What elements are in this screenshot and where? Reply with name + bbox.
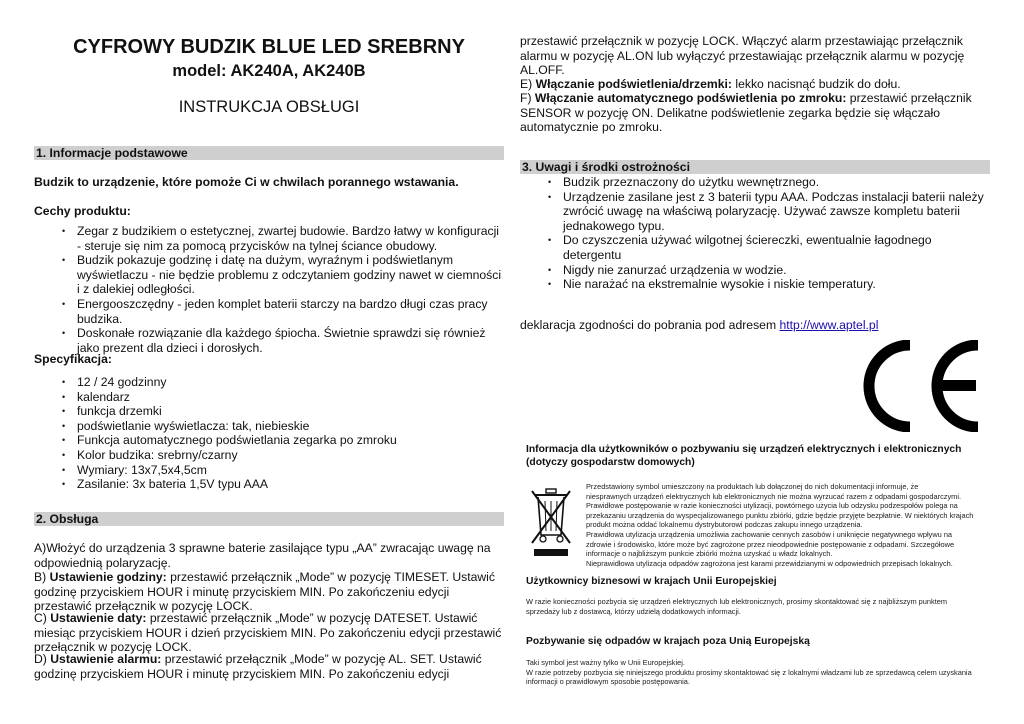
business-users-text bbox=[526, 597, 992, 616]
section3-heading: 3. Uwagi i środki ostrożności bbox=[520, 160, 990, 174]
weee-line: W razie konieczności pozbycia się urządzeń elektrycznych lub elektronicznych, prosimy skontaktować się z najbliższym punktem bbox=[526, 597, 948, 606]
step-d-continued: przestawić przełącznik w pozycję LOCK. Włączyć alarm przestawiając przełącznik alarmu w pozycję AL.ON lub wyłączyć przestawiając przełącznik alarmu w pozycję AL.OFF. bbox=[520, 34, 965, 78]
crossed-bin-icon bbox=[530, 487, 572, 559]
weee-line: zdrowie i środowisko, które może być zagrożone przez nieodpowiednie postępowanie z odpadami. Szczegółowe bbox=[586, 539, 955, 549]
step-f-label: Włączanie automatycznego podświetlenia po zmroku: bbox=[534, 91, 847, 105]
business-users-title: Użytkownicy biznesowi w krajach Unii Europejskiej bbox=[526, 576, 777, 587]
weee-line: W razie potrzeby pozbycia się niniejszego produktu prosimy skontaktować się z lokalnymi władzami lub ze sprzedawcą celem uzyskania bbox=[526, 667, 972, 677]
ce-mark-icon bbox=[852, 340, 984, 432]
list-item: • funkcja drzemki bbox=[34, 404, 502, 419]
weee-title: Informacja dla użytkowników o pozbywaniu się urządzeń elektrycznych i elektronicznych (dotyczy gospodarstw domowych) bbox=[526, 444, 962, 468]
list-item: • Budzik przeznaczony do użytku wewnętrznego. bbox=[520, 175, 988, 190]
weee-line: Prawidłowa utylizacja urządzenia umożliwia zachowanie cennych zasobów i uniknięcie negatywnego wpływu na bbox=[586, 529, 953, 539]
outside-eu-text bbox=[526, 658, 992, 687]
features-list bbox=[34, 224, 502, 355]
list-item: • Energooszczędny - jeden komplet baterii starczy na bardzo długi czas pracy budzika. bbox=[34, 297, 502, 326]
list-item: • podświetlanie wyświetlacza: tak, niebieskie bbox=[34, 419, 502, 434]
weee-line: sprzedaży lub z dostawcą, którzy udzielą dodatkowych informacji. bbox=[526, 606, 741, 616]
step-d-label: Ustawienie alarmu: bbox=[50, 652, 162, 666]
list-item: • Do czyszczenia używać wilgotnej ściereczki, ewentualnie łagodnego detergentu bbox=[520, 233, 988, 262]
list-item: • Nigdy nie zanurzać urządzenia w wodzie. bbox=[520, 263, 988, 278]
step-a: A)Włożyć do urządzenia 3 sprawne baterie zasilające typu „AA” zwracając uwagę na odpowiednią polaryzację. bbox=[34, 541, 491, 570]
step-c-label: Ustawienie daty: bbox=[50, 611, 147, 625]
step-c-text: przestawić przełącznik „Mode” w pozycję DATESET. Ustawić miesiąc przyciskiem HOUR i dzień przyciskiem MIN. Po zakończeniu edycji przestawić przełącznik w pozycję LOCK. bbox=[34, 611, 502, 655]
list-item: • Funkcja automatycznego podświetlania zegarka po zmroku bbox=[34, 433, 502, 448]
step-f bbox=[520, 91, 990, 135]
model-line: model: AK240A, AK240B bbox=[172, 62, 366, 80]
declaration-link[interactable]: http://www.aptel.pl bbox=[779, 318, 879, 332]
list-item: • kalendarz bbox=[34, 390, 502, 405]
step-prefix: B) bbox=[34, 570, 50, 584]
weee-line: Przedstawiony symbol umieszczony na produktach lub dołączonej do nich dokumentacji informuje, że bbox=[586, 482, 919, 491]
section1-intro: Budzik to urządzenie, które pomoże Ci w chwilach porannego wstawania. bbox=[34, 175, 459, 189]
weee-line: przekazaniu urządzenia do wyspecjalizowanego punktu zbiórki, gdzie będzie przyjęte bezpłatnie. W niektórych krajach bbox=[586, 510, 974, 520]
step-b-text: przestawić przełącznik „Mode” w pozycję TIMESET. Ustawić godzinę przyciskiem HOUR i minutę przyciskiem MIN. Po zakończeniu edycji przestawić przełącznik w pozycję LOCK. bbox=[34, 570, 495, 614]
manual-subtitle: INSTRUKCJA OBSŁUGI bbox=[178, 98, 360, 116]
weee-line: niesprawnych urządzeń elektrycznych lub elektronicznych nie można wyrzucać razem z odpadami gospodarczymi. bbox=[586, 491, 962, 501]
list-item: • Doskonałe rozwiązanie dla każdego śpiocha. Świetnie sprawdzi się również jako prezent dla dzieci i dorosłych. bbox=[34, 326, 502, 355]
outside-eu-title: Pozbywanie się odpadów w krajach poza Unią Europejską bbox=[526, 636, 810, 647]
weee-description bbox=[586, 482, 992, 568]
step-d bbox=[34, 652, 504, 681]
step-e-label: Włączanie podświetlenia/drzemki: bbox=[535, 77, 732, 91]
declaration bbox=[520, 318, 990, 333]
step-e bbox=[520, 77, 990, 92]
weee-line: informacje o najbliższym punkcie zbiórki można uzyskać u władz lokalnych. bbox=[586, 549, 833, 559]
step-b-label: Ustawienie godziny: bbox=[49, 570, 167, 584]
features-heading: Cechy produktu: bbox=[34, 204, 131, 218]
step-e-text: lekko nacisnąć budzik do dołu. bbox=[731, 77, 901, 91]
declaration-text: deklaracja zgodności do pobrania pod adresem bbox=[520, 318, 780, 332]
step-prefix: C) bbox=[34, 611, 51, 625]
step-b bbox=[34, 570, 504, 614]
list-item: • Zasilanie: 3x bateria 1,5V typu AAA bbox=[34, 477, 502, 492]
list-item: • Zegar z budzikiem o estetycznej, zwartej budowie. Bardzo łatwy w konfiguracji - steruje się nim za pomocą przycisków na tylnej ściance obudowy. bbox=[34, 224, 502, 253]
weee-line: Prawidłowe postępowanie w razie konieczności utylizacji, powtórnego użycia lub odzysku podzespołów polega na bbox=[586, 501, 958, 511]
list-item: • Wymiary: 13x7,5x4,5cm bbox=[34, 463, 502, 478]
spec-list bbox=[34, 375, 502, 492]
step-prefix: F) bbox=[520, 91, 535, 105]
list-item: • Kolor budzika: srebrny/czarny bbox=[34, 448, 502, 463]
section2-heading: 2. Obsługa bbox=[34, 512, 504, 526]
weee-line: produkt można oddać lokalnemu dystrybutorowi podczas zakupu innego urządzenia. bbox=[586, 520, 863, 530]
list-item: • Urządzenie zasilane jest z 3 baterii typu AAA. Podczas instalacji baterii należy zwrócić uwagę na właściwą polaryzację. Używać zawsze kompletu baterii jednakowego typu. bbox=[520, 190, 988, 234]
step-c bbox=[34, 611, 504, 655]
step-prefix: D) bbox=[34, 652, 51, 666]
weee-line: Taki symbol jest ważny tylko w Unii Europejskiej. bbox=[526, 658, 685, 667]
list-item: • Budzik pokazuje godzinę i datę na dużym, wyraźnym i podświetlanym wyświetlaczu - nie będzie problemu z odczytaniem godziny nawet w ciemności i z dalekiej odległości. bbox=[34, 253, 502, 297]
step-d-text: przestawić przełącznik „Mode” w pozycję AL. SET. Ustawić godzinę przyciskiem HOUR i minutę przyciskiem MIN. Po zakończeniu edycji bbox=[34, 652, 482, 681]
list-item: • Nie narażać na ekstremalnie wysokie i niskie temperatury. bbox=[520, 277, 988, 292]
section1-heading: 1. Informacje podstawowe bbox=[34, 146, 504, 160]
spec-heading: Specyfikacja: bbox=[34, 352, 112, 366]
weee-line: informacji o prawidłowym sposobie postępowania. bbox=[526, 677, 690, 687]
precautions-list bbox=[520, 175, 988, 292]
step-prefix: E) bbox=[520, 77, 536, 91]
document-title: CYFROWY BUDZIK BLUE LED SREBRNY bbox=[73, 36, 465, 58]
list-item: • 12 / 24 godzinny bbox=[34, 375, 502, 390]
weee-line: Nieprawidłowa utylizacja odpadów zagrożona jest karami przewidzianymi w odpowiednich przepisach lokalnych. bbox=[586, 558, 953, 568]
step-f-text: przestawić przełącznik SENSOR w pozycję ON. Delikatne podświetlenie zegarka będzie się włączało automatycznie po zmroku. bbox=[520, 91, 972, 135]
